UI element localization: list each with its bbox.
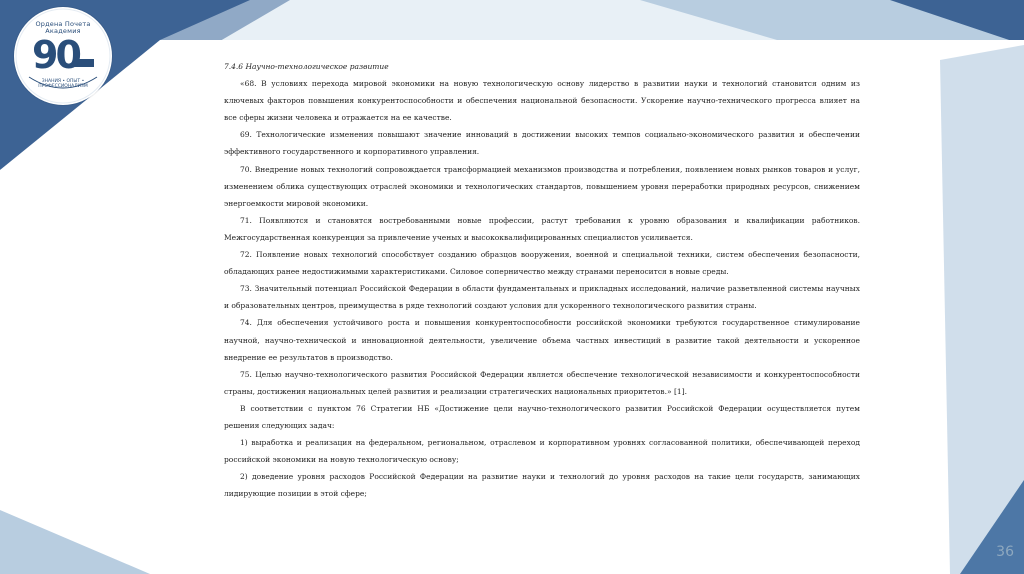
paragraph: 75. Целью научно-технологического развития Российской Федерации является обеспечение технологической независимости и конкурентоспособности страны, достижения национальных целей развития и реализации стратегических национальных приоритетов.» [1]. [224, 369, 860, 396]
paragraph: 71. Появляются и становятся востребованными новые профессии, растут требования к уровню образования и квалификации работников. Межгосударственная конкуренция за привлечение ученых и высококвалифицированных специалистов усиливается. [224, 215, 860, 242]
paragraph: В соответствии с пунктом 76 Стратегии НБ «Достижение цели научно-технологического развития Российской Федерации осуществляется путем решения следующих задач: [224, 403, 860, 430]
paragraph: «68. В условиях перехода мировой экономики на новую технологическую основу лидерство в развитии науки и технологий становится одним из ключевых факторов повышения конкурентоспособности и обеспечения национальной безопасности. Ускорение научно-технического прогресса влияет на все сферы жизни человека и отражается на ее качестве. [224, 79, 860, 123]
logo-number: 90 [32, 33, 79, 77]
paragraph: 2) доведение уровня расходов Российской Федерации на развитие науки и технологий до уровня расходов на такие цели государств, занимающих лидирующие позиции в этой сфере; [224, 472, 860, 499]
section-heading: 7.4.6 Научно-технологическое развитие [224, 62, 389, 71]
paragraph: 1) выработка и реализация на федеральном, региональном, отраслевом и корпоративном уровнях согласованной политики, обеспечивающей переход российской экономики на новую технологическую основу; [224, 438, 860, 465]
paragraph: 73. Значительный потенциал Российской Федерации в области фундаментальных и прикладных исследований, наличие разветвленной системы научных и образовательных центров, преимущества в ряде технологий создают условия для ускоренного технологического развития страны. [224, 284, 860, 311]
paragraph: 70. Внедрение новых технологий сопровождается трансформацией механизмов производства и потребления, появлением новых рынков товаров и услуг, изменением облика существующих отраслей экономики и технологических стандартов, повышением уровня переработки природных ресурсов, снижением энергоемкости мировой экономики. [224, 164, 860, 208]
academy-logo [14, 7, 112, 105]
logo-bottom-text: ЗНАНИЯ • ОПЫТ • ПРОФЕССИОНАЛИЗМ [38, 79, 88, 89]
page-number: 36 [996, 544, 1014, 560]
logo-top-text: Ордена Почета Академия [35, 20, 91, 35]
right-side-light-shape [940, 45, 1024, 574]
paragraph: 72. Появление новых технологий способствует созданию образцов вооружения, военной и специальной техники, систем обеспечения безопасности, обладающих ранее недостижимыми характеристиками. Силовое соперничество между странами переносится в новые среды. [224, 250, 860, 277]
paragraph: 74. Для обеспечения устойчивого роста и повышения конкурентоспособности российской экономики требуются государственное стимулирование научной, научно-технической и инновационной деятельности, увеличение объема частных инвестиций в развитие такой деятельности и ускоренное внедрение ее результатов в производство. [224, 318, 860, 362]
paragraph: 69. Технологические изменения повышают значение инноваций в достижении высоких темпов социально-экономического развития и обеспечении эффективного государственного и корпоративного управления. [224, 130, 860, 157]
document-text [224, 58, 860, 502]
